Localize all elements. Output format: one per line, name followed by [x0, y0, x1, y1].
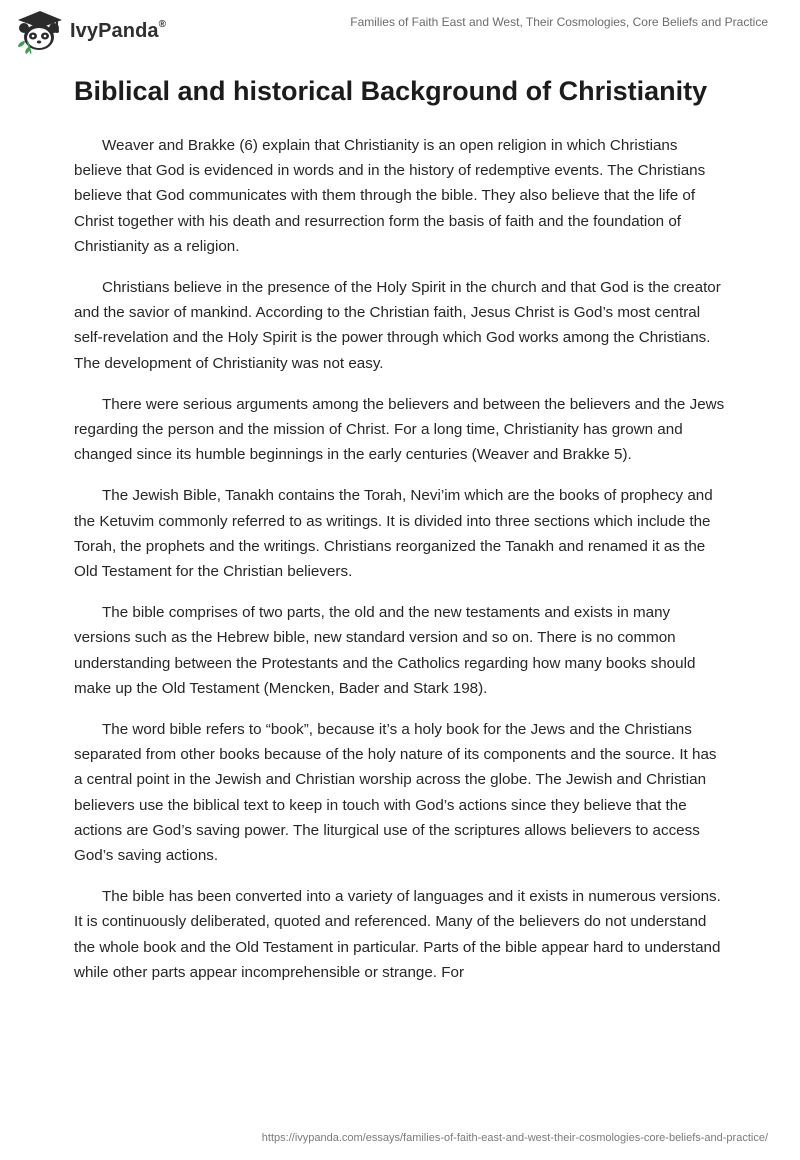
panda-graduate-icon: [10, 8, 68, 54]
document-title: Families of Faith East and West, Their Cosmologies, Core Beliefs and Practice: [350, 15, 768, 29]
registered-mark: ®: [158, 18, 167, 30]
paragraph: There were serious arguments among the believers and between the believers and the Jews regarding the person and the mission of Christ. For a long time, Christianity has grown and changed since its humble beginnings in the early centuries (Weaver and Brakke 5).: [74, 395, 725, 464]
section-heading: Biblical and historical Background of Christianity: [74, 76, 708, 106]
footer-source-url[interactable]: https://ivypanda.com/essays/families-of-faith-east-and-west-their-cosmologies-core-beliefs-and-practice/: [261, 1132, 768, 1144]
essay-content: [74, 72, 728, 1001]
paragraph: The word bible refers to “book”, because it’s a holy book for the Jews and the Christians separated from other books because of the holy nature of its components and the source. It has a central point in the Jewish and Christian worship across the globe. The Jewish and Christian believers use the biblical text to keep in touch with God’s actions since they believe that the actions are God’s saving power. The liturgical use of the scriptures allows believers to access God’s saving actions.: [74, 721, 717, 865]
paragraph: The bible has been converted into a variety of languages and it exists in numerous versions. It is continuously deliberated, quoted and referenced. Many of the believers do not understand the whole book and the Old Testament in particular. Parts of the bible appear hard to understand while other parts appear incomprehensible or strange. For: [74, 888, 721, 981]
logo-wordmark: IvyPanda®: [70, 18, 167, 42]
paragraph: Weaver and Brakke (6) explain that Christianity is an open religion in which Christians believe that God is evidenced in words and in the history of redemptive events. The Christians believe that God communicates with them through the bible. They also believe that the life of Christ together with his death and resurrection form the basis of faith and the foundation of Christianity as a religion.: [74, 137, 706, 255]
page-header: [0, 0, 800, 60]
ivypanda-logo[interactable]: [10, 8, 166, 54]
paragraph: The Jewish Bible, Tanakh contains the Torah, Nevi’im which are the books of prophecy and the Ketuvim commonly referred to as writings. It is divided into three sections which include the Torah, the prophets and the writings. Christians reorganized the Tanakh and renamed it as the Old Testament for the Christian believers.: [74, 487, 713, 581]
paragraph: The bible comprises of two parts, the old and the new testaments and exists in many versions such as the Hebrew bible, new standard version and so on. There is no common understanding between the Protestants and the Catholics regarding how many books should make up the Old Testament (Mencken, Bader and Stark 198).: [74, 604, 696, 697]
paragraph: Christians believe in the presence of the Holy Spirit in the church and that God is the creator and the savior of mankind. According to the Christian faith, Jesus Christ is God’s most central self-revelation and the Holy Spirit is the power through which God works among the Christians. The development of Christianity was not easy.: [74, 279, 721, 372]
